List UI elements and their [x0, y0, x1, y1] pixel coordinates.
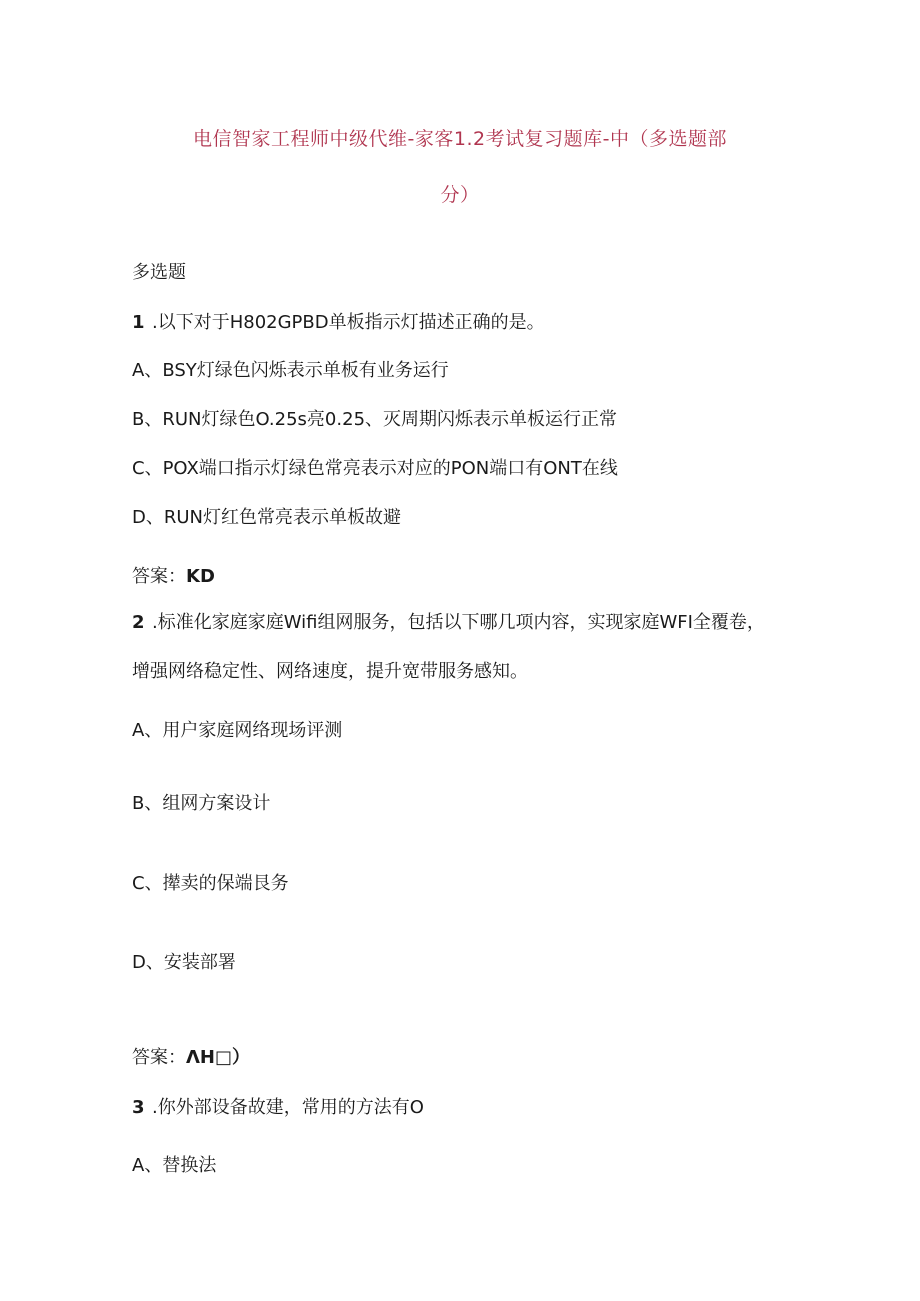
- question-1-option-b: B、RUN灯绿色O.25s亮0.25、灭周期闪烁表示单板运行正常: [132, 409, 618, 430]
- question-text: .你外部设备故建，常用的方法有O: [152, 1097, 424, 1118]
- question-2: [132, 608, 765, 634]
- question-2-text-line-2: 增强网络稳定性、网络速度，提升宽带服务感知。: [132, 661, 528, 682]
- question-2-option-c: C、撵卖的保端艮务: [132, 873, 289, 894]
- answer-value: KD: [186, 566, 215, 587]
- question-number: 2: [132, 612, 145, 633]
- question-text: .以下对于H802GPBD单板指示灯描述正确的是。: [152, 312, 545, 333]
- answer-value: ΛH□）: [186, 1047, 251, 1068]
- question-number: 1: [132, 312, 145, 333]
- question-2-answer: [132, 1043, 250, 1069]
- question-number: 3: [132, 1097, 145, 1118]
- question-1: [132, 308, 545, 334]
- question-3: [132, 1093, 424, 1119]
- title-line-1: 电信智家工程师中级代维-家客1.2考试复习题库-中（多选题部: [193, 128, 727, 150]
- question-1-answer: [132, 562, 215, 588]
- question-2-option-b: B、组网方案设计: [132, 793, 271, 814]
- question-1-option-a: A、BSY灯绿色闪烁表示单板有业务运行: [132, 360, 449, 381]
- question-1-option-c: C、POX端口指示灯绿色常亮表示对应的PON端口有ONT在线: [132, 458, 618, 479]
- question-2-option-d: D、安装部署: [132, 952, 236, 973]
- question-text: .标准化家庭家庭Wifi组网服务，包括以下哪几项内容，实现家庭WFI全覆卷，: [152, 612, 765, 633]
- answer-label: 答案：: [132, 1047, 186, 1068]
- question-1-option-d: D、RUN灯红色常亮表示单板故避: [132, 507, 402, 528]
- section-heading: 多选题: [132, 262, 186, 283]
- question-2-option-a: A、用户家庭网络现场评测: [132, 720, 343, 741]
- answer-label: 答案：: [132, 566, 186, 587]
- title-line-2: 分）: [440, 184, 480, 206]
- question-3-option-a: A、替换法: [132, 1155, 217, 1176]
